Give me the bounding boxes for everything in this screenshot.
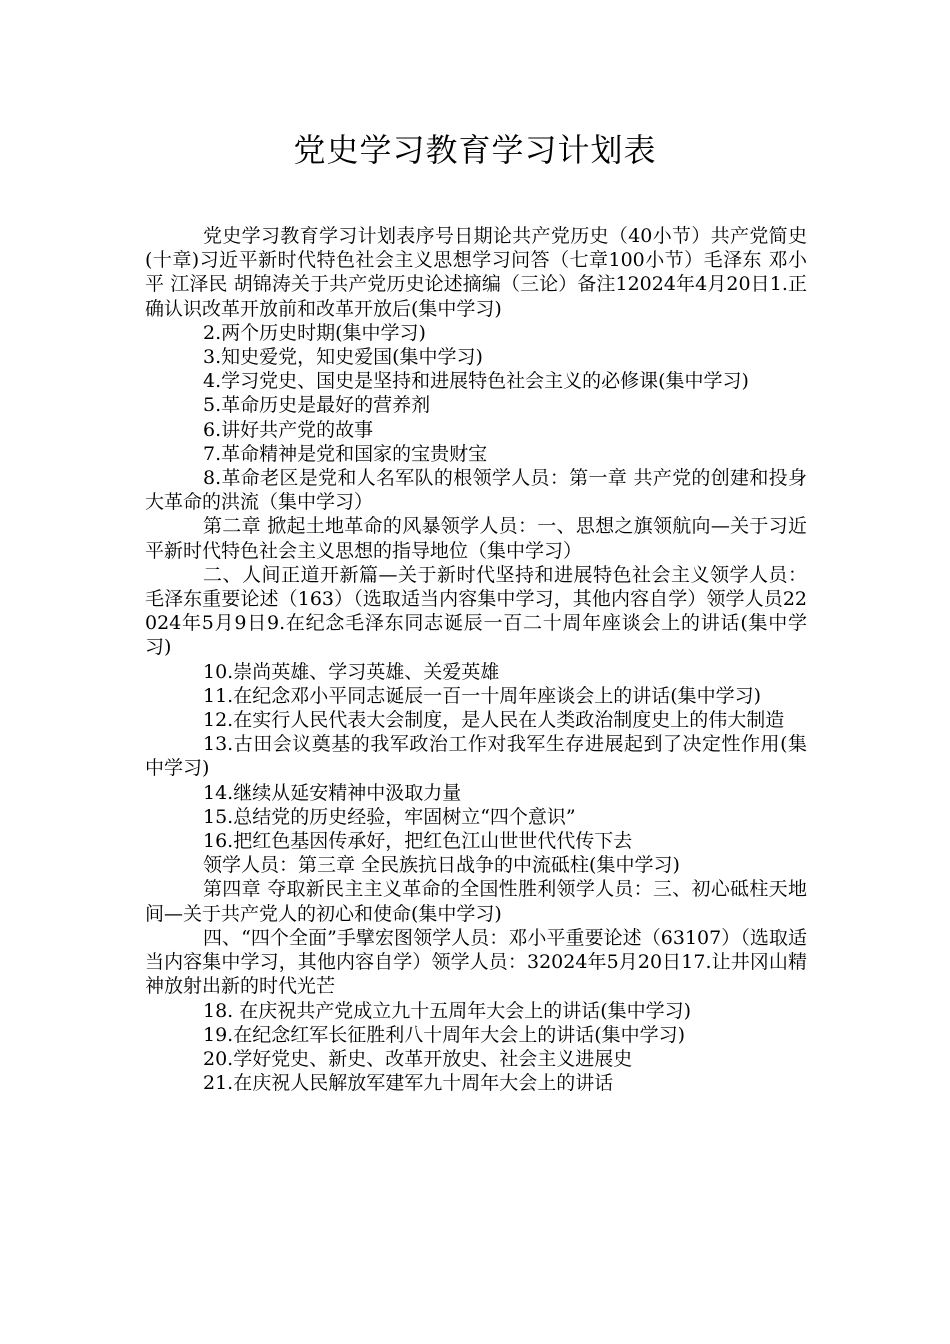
body-paragraph: 21.在庆祝人民解放军建军九十周年大会上的讲话 bbox=[203, 1072, 614, 1095]
body-paragraph: 12.在实行人民代表大会制度，是人民在人类政治制度史上的伟大制造 bbox=[203, 709, 785, 732]
body-paragraph: 6.讲好共产党的故事 bbox=[203, 418, 374, 441]
body-paragraph: 4.学习党史、国史是坚持和进展特色社会主义的必修课(集中学习) bbox=[203, 370, 749, 393]
body-paragraph: 第四章 夺取新民主主义革命的全国性胜利领学人员：三、初心砥柱天地间—关于共产党人的初心和使命(集中学习) bbox=[145, 878, 807, 925]
body-paragraph: 14.继续从延安精神中汲取力量 bbox=[203, 781, 462, 804]
body-paragraph: 15.总结党的历史经验，牢固树立“四个意识” bbox=[203, 805, 576, 828]
body-paragraph: 第二章 掀起土地革命的风暴领学人员：一、思想之旗领航向—关于习近平新时代特色社会主义思想的指导地位（集中学习） bbox=[145, 515, 807, 562]
document-body bbox=[145, 224, 807, 1095]
body-paragraph: 党史学习教育学习计划表序号日期论共产党历史（40小节）共产党简史(十章)习近平新时代特色社会主义思想学习问答（七章100小节）毛泽东 邓小平 江泽民 胡锦涛关于共产党历史论述摘编（三论）备注12024年4月20日1.正确认识改革开放前和改革开放后(集中学习) bbox=[145, 225, 807, 320]
body-paragraph: 3.知史爱党，知史爱国(集中学习) bbox=[203, 346, 483, 369]
body-paragraph: 20.学好党史、新史、改革开放史、社会主义进展史 bbox=[203, 1047, 633, 1070]
body-paragraph: 18. 在庆祝共产党成立九十五周年大会上的讲话(集中学习) bbox=[203, 999, 692, 1022]
body-paragraph: 四、“四个全面”手擘宏图领学人员：邓小平重要论述（63107）（选取适当内容集中学习，其他内容自学）领学人员：32024年5月20日17.让井冈山精神放射出新的时代光芒 bbox=[145, 926, 807, 998]
body-paragraph: 11.在纪念邓小平同志诞辰一百一十周年座谈会上的讲话(集中学习) bbox=[203, 684, 762, 707]
body-paragraph: 19.在纪念红军长征胜利八十周年大会上的讲话(集中学习) bbox=[203, 1023, 686, 1046]
body-paragraph: 13.古田会议奠基的我军政治工作对我军生存进展起到了决定性作用(集中学习) bbox=[145, 733, 807, 780]
body-paragraph: 10.崇尚英雄、学习英雄、关爱英雄 bbox=[203, 660, 500, 683]
body-paragraph: 2.两个历史时期(集中学习) bbox=[203, 321, 426, 344]
body-paragraph: 16.把红色基因传承好，把红色江山世世代代传下去 bbox=[203, 830, 633, 853]
body-paragraph: 7.革命精神是党和国家的宝贵财宝 bbox=[203, 442, 488, 465]
body-paragraph: 二、人间正道开新篇—关于新时代坚持和进展特色社会主义领学人员：毛泽东重要论述（163）（选取适当内容集中学习，其他内容自学）领学人员22024年5月9日9.在纪念毛泽东同志诞辰一百二十周年座谈会上的讲话(集中学习) bbox=[145, 563, 807, 659]
body-paragraph: 8.革命老区是党和人名军队的根领学人员：第一章 共产党的创建和投身大革命的洪流（集中学习） bbox=[145, 467, 807, 514]
body-paragraph: 5.革命历史是最好的营养剂 bbox=[203, 394, 431, 417]
document-title: 党史学习教育学习计划表 bbox=[293, 131, 657, 169]
body-paragraph: 领学人员：第三章 全民族抗日战争的中流砥柱(集中学习) bbox=[203, 854, 680, 877]
